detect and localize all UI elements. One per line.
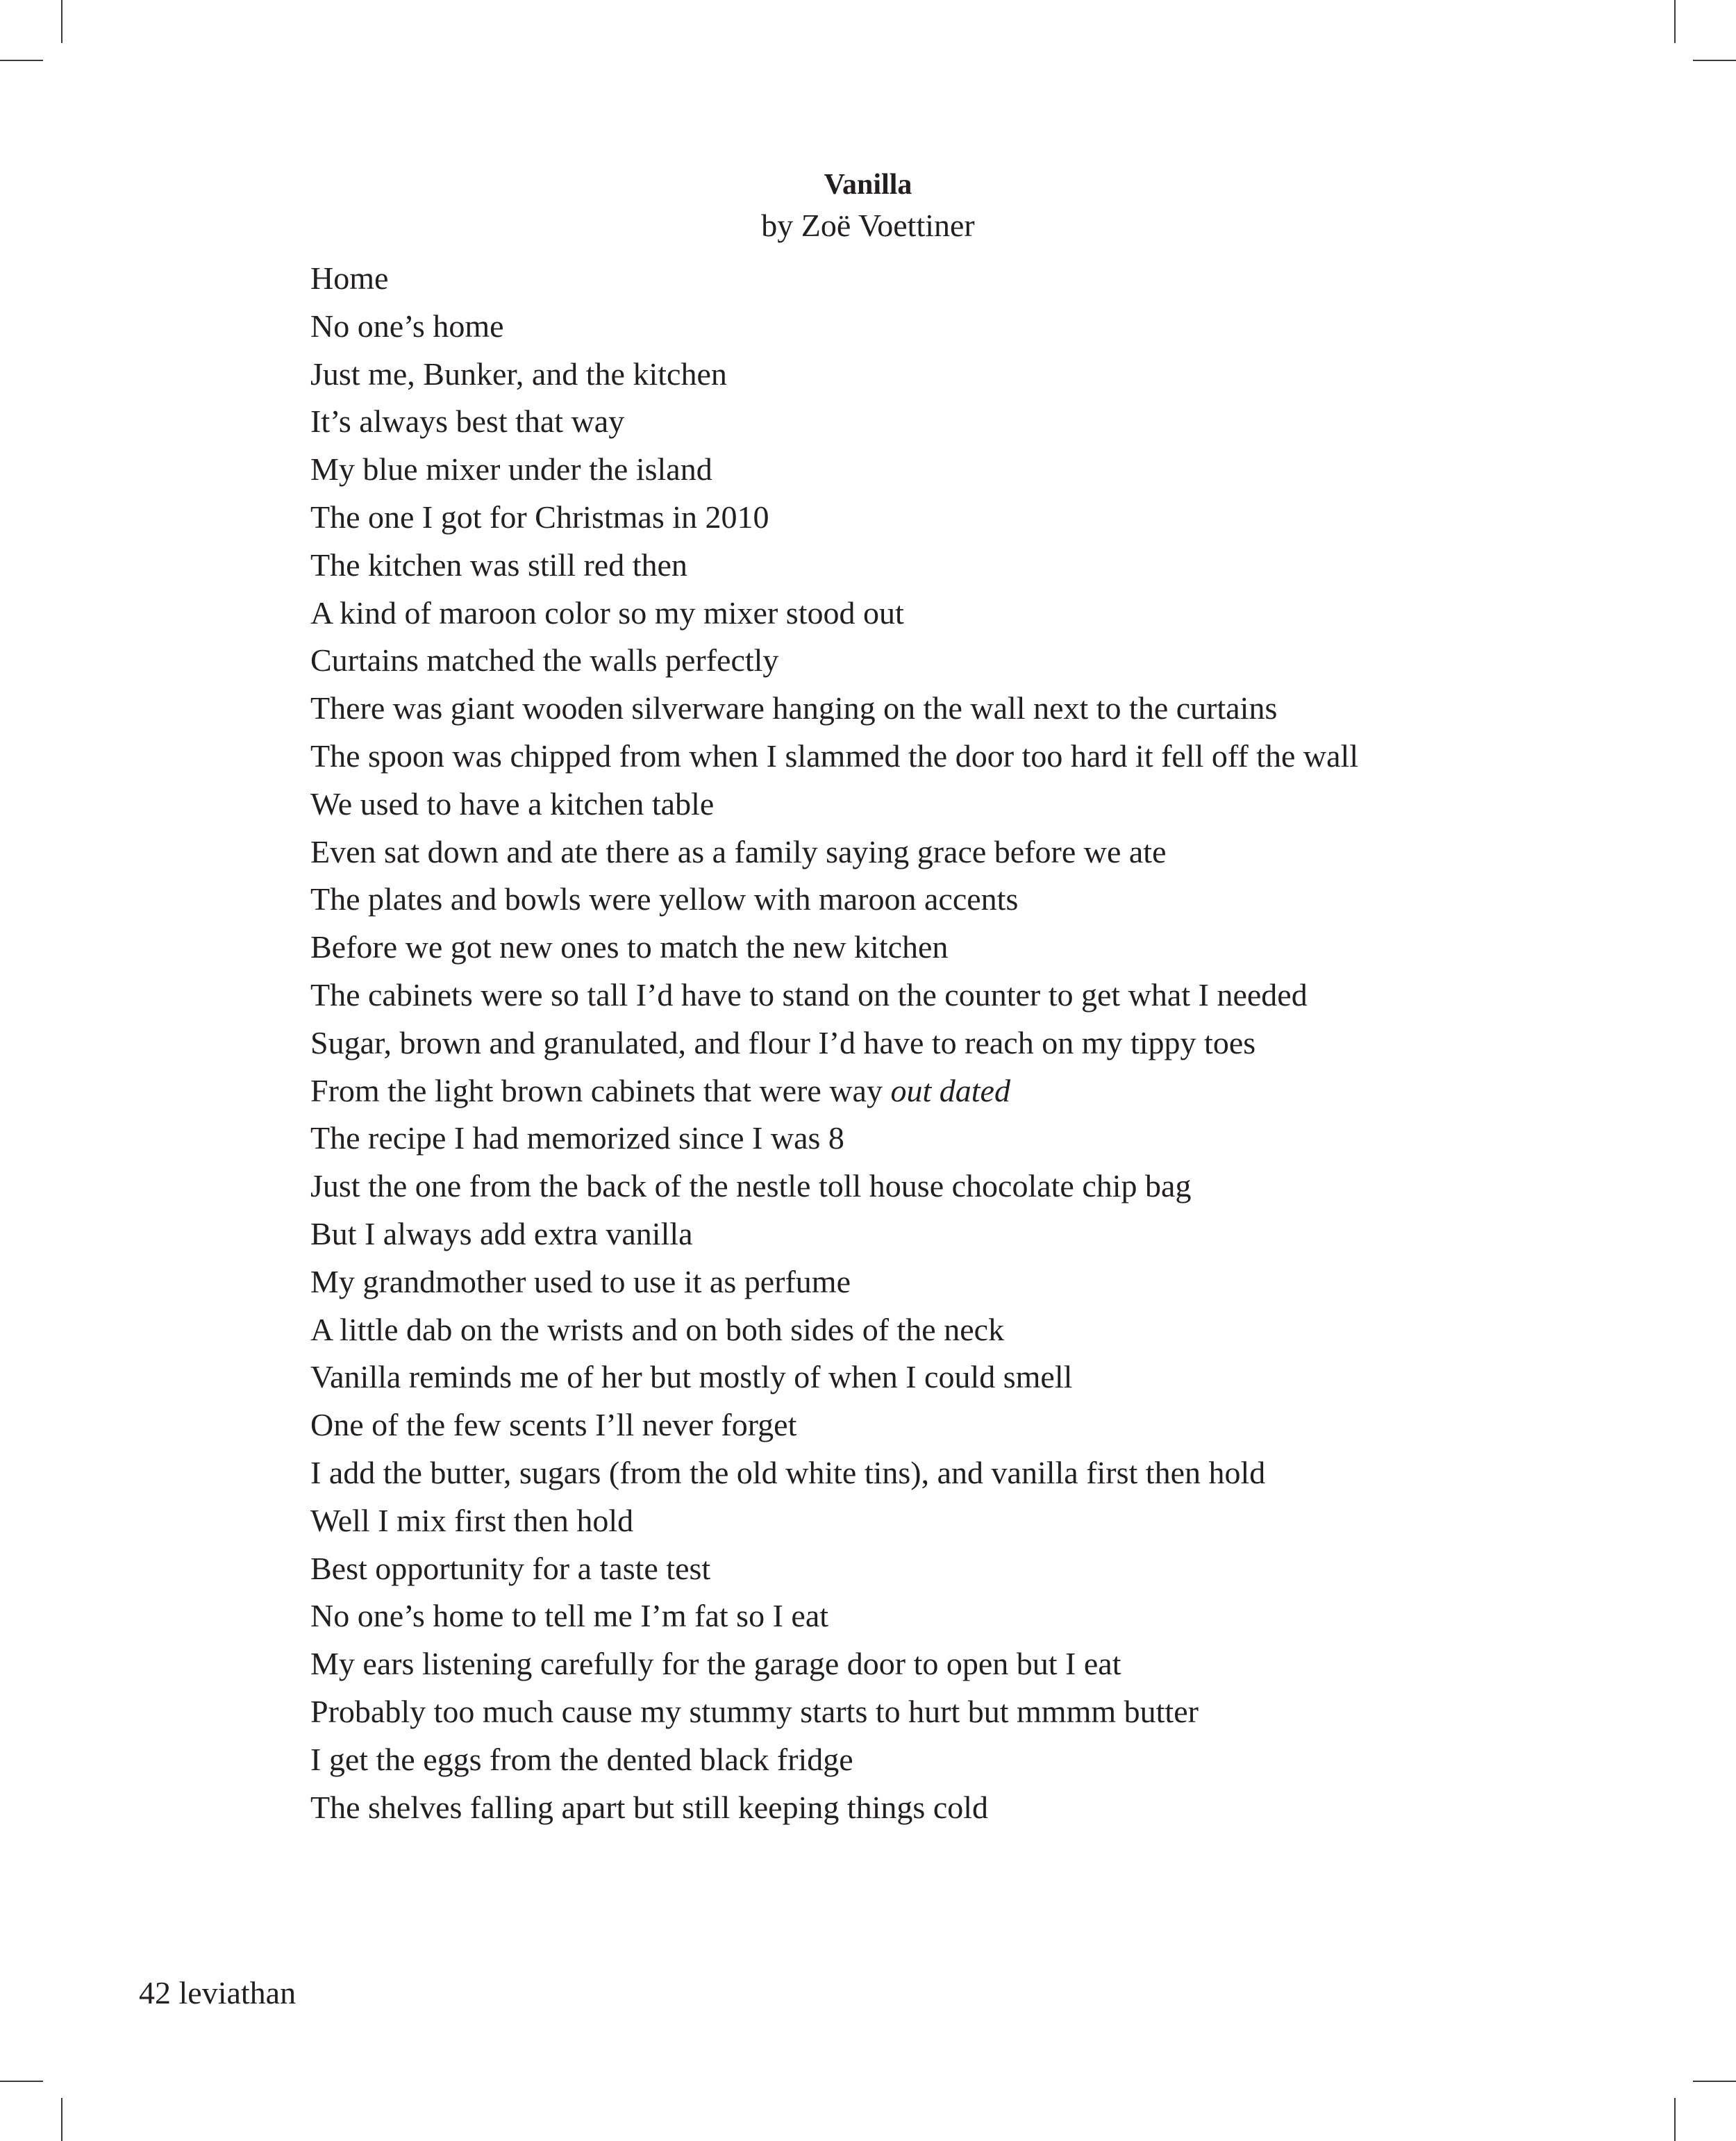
crop-mark [0, 2081, 43, 2082]
publication-name: leviathan [178, 1975, 297, 2010]
poem-line-text: A little dab on the wrists and on both sides of the neck [310, 1311, 1005, 1347]
poem-line [310, 828, 1358, 876]
poem-line-text: Curtains matched the walls perfectly [310, 642, 779, 678]
poem-line [310, 1640, 1358, 1688]
poem-line-text: My blue mixer under the island [310, 451, 712, 488]
poem-line [310, 1306, 1358, 1354]
poem-line [310, 685, 1358, 733]
poem-line [310, 590, 1358, 638]
poem-line-text: No one’s home [310, 308, 504, 344]
poem-line [310, 351, 1358, 399]
poem-line-text: Home [310, 260, 389, 296]
poem-line [310, 1497, 1358, 1545]
poem-line-text: The plates and bowls were yellow with maroon accents [310, 881, 1019, 917]
poem-line-text: The shelves falling apart but still keeping things cold [310, 1789, 989, 1825]
poem-line-text: My grandmother used to use it as perfume [310, 1263, 851, 1299]
crop-mark [1674, 2098, 1676, 2141]
poem-line-text: I get the eggs from the dented black fridge [310, 1741, 853, 1777]
poem-byline: by Zoë Voettiner [761, 208, 975, 243]
poem-line-text: The cabinets were so tall I’d have to stand on the counter to get what I needed [310, 976, 1308, 1013]
poem-line [310, 1353, 1358, 1401]
poem-line-text: I add the butter, sugars (from the old white tins), and vanilla first then hold [310, 1454, 1266, 1490]
poem-line [310, 1067, 1358, 1115]
poem-line [310, 255, 1358, 303]
poem-line-italic-text: out dated [890, 1072, 1010, 1108]
poem-line-text: Well I mix first then hold [310, 1502, 634, 1538]
poem-line [310, 876, 1358, 924]
poem-line [310, 1688, 1358, 1736]
poem-line-text: The kitchen was still red then [310, 547, 687, 583]
poem-line-text: There was giant wooden silverware hanging on the wall next to the curtains [310, 690, 1278, 726]
poem-line [310, 303, 1358, 351]
poem-line-text: Even sat down and ate there as a family saying grace before we ate [310, 833, 1167, 869]
poem-line-text: Just me, Bunker, and the kitchen [310, 356, 727, 392]
poem-line-text: Probably too much cause my stummy starts to hurt but mmmm butter [310, 1693, 1199, 1729]
poem-line [310, 1449, 1358, 1497]
poem-line-text: Best opportunity for a taste test [310, 1550, 711, 1586]
poem-line-text: Before we got new ones to match the new kitchen [310, 929, 949, 965]
poem-line [310, 637, 1358, 685]
poem-line [310, 972, 1358, 1019]
poem-line [310, 1019, 1358, 1067]
poem-line [310, 1401, 1358, 1449]
poem-line-text: We used to have a kitchen table [310, 785, 715, 822]
poem-line-text: My ears listening carefully for the garage door to open but I eat [310, 1646, 1121, 1682]
poem-line-text: Vanilla reminds me of her but mostly of when I could smell [310, 1359, 1073, 1395]
poem-line [310, 781, 1358, 828]
poem-line-text: But I always add extra vanilla [310, 1215, 693, 1251]
crop-mark [61, 2098, 62, 2141]
crop-mark [61, 0, 62, 43]
poem-line [310, 1210, 1358, 1258]
poem-line [310, 1545, 1358, 1593]
page-footer [139, 1972, 296, 2014]
poem-body [310, 255, 1358, 1831]
poem-line [310, 924, 1358, 972]
poem-line-text: No one’s home to tell me I’m fat so I eat [310, 1598, 829, 1634]
poem-line [310, 494, 1358, 542]
poem-line [310, 1736, 1358, 1784]
poem-line-text: One of the few scents I’ll never forget [310, 1407, 797, 1443]
poem-line-text: From the light brown cabinets that were way [310, 1072, 891, 1108]
poem-line [310, 1784, 1358, 1832]
poem-line-text: The one I got for Christmas in 2010 [310, 499, 769, 535]
poem-line [310, 733, 1358, 781]
page-number: 42 [139, 1975, 171, 2010]
poem-line [310, 1163, 1358, 1210]
crop-mark [1674, 0, 1676, 43]
crop-mark [0, 60, 43, 61]
poem-line-text: It’s always best that way [310, 403, 625, 440]
poem-line-text: Just the one from the back of the nestle toll house chocolate chip bag [310, 1168, 1192, 1204]
poem-line-text: Sugar, brown and granulated, and flour I’d have to reach on my tippy toes [310, 1024, 1256, 1060]
poem-line [310, 1115, 1358, 1163]
poem-line [310, 1592, 1358, 1640]
poem-line [310, 1258, 1358, 1306]
poem-line [310, 542, 1358, 590]
poem-line-text: The spoon was chipped from when I slammed the door too hard it fell off the wall [310, 738, 1359, 774]
poem-line-text: The recipe I had memorized since I was 8 [310, 1120, 844, 1156]
poem-line [310, 398, 1358, 446]
poem-line-text: A kind of maroon color so my mixer stood out [310, 594, 904, 631]
poem-title: Vanilla [824, 169, 912, 201]
poem-line [310, 446, 1358, 494]
crop-mark [1693, 60, 1736, 61]
crop-mark [1693, 2081, 1736, 2082]
